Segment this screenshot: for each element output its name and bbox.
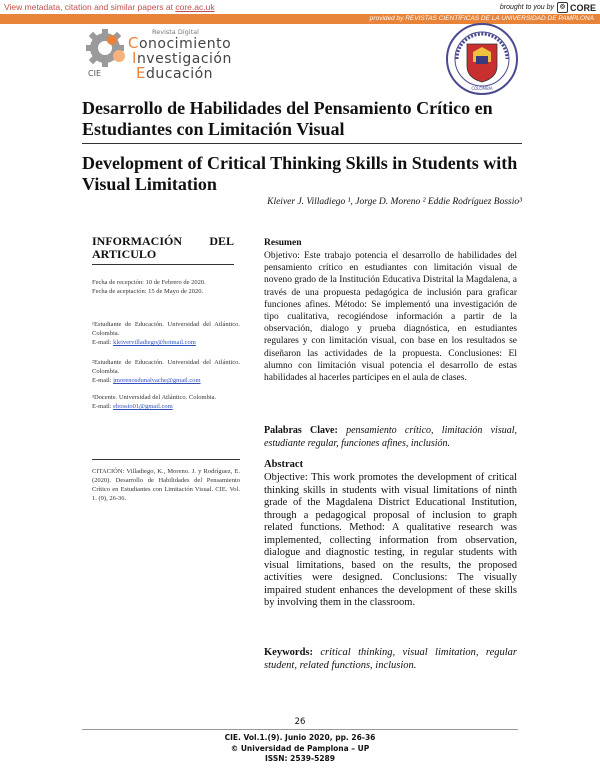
email-label: E-mail: [92,403,114,410]
citation-text: CITACIÓN: Villadiego, K., Moreno. J. y Rodríguez, E. (2020). Desarrollo de Habilidades del Pensamiento Crítico en Estudiantes con Limitación Visual. CIE. Vol. 1. (9), 26-36. [92,468,240,502]
article-info-heading [92,235,234,261]
email-label: E-mail: [92,377,114,384]
keywords-values: critical thinking, visual limitation, regular student, related functions, inclusion. [264,647,517,671]
keywords-label: Keywords: [264,647,313,658]
affiliation-2 [92,358,240,385]
journal-title-logo [128,28,232,81]
journal-line-3 [136,66,232,81]
author-email-link[interactable]: jmorenosdunalvache@gmail.com [113,377,201,384]
info-divider [92,264,234,265]
journal-revista-label: Revista Digital [152,28,199,36]
author-email-link[interactable]: kleivervilladiego@hotmail.com [113,339,196,346]
info-head-c: ARTICULO [92,247,157,261]
journal-line-1 [128,36,232,51]
logo-cap-e: E [136,64,146,82]
resumen-body: Objetivo: Este trabajo potencia el desarrollo de habilidades del pensamiento crítico en estudiantes con limitación visual de noveno grado de la Institución Educativa Distrital la Magdalena, a través de una propuesta pedagógica de inclusión para graficar funciones afines. Método: Se implementó una investigación de tipo cualitativa, recogiéndose información a partir de la observación, dialogo y prueba diagnóstica, en estudiantes regulares y con limitación visual, con base en los resultados se diseñaron las actividades de la propuesta. Conclusiones: El alumno con limitación visual potencia el desarrollo de estas habilidades al hacerles partícipes en el aula de clases. [264,251,517,384]
abstract-heading: Abstract [264,459,304,470]
journal-gear-logo-icon [82,26,128,78]
citation-divider [92,459,240,460]
core-metadata-link[interactable] [4,2,215,12]
accepted-date: Fecha de aceptación: 15 de Mayo de 2020. [92,288,204,295]
palabras-clave-label: Palabras Clave: [264,425,338,436]
info-head-b: DEL [209,234,234,248]
keywords [264,647,517,672]
received-date: Fecha de recepción: 10 de Febrero de 2020. [92,279,206,286]
logo-word-2: nvestigación [136,51,232,67]
core-brand[interactable] [500,2,596,13]
palabras-clave-values: pensamiento crítico, limitación visual, estudiante regular, funciones afines, inclusión. [264,425,518,449]
resumen-heading: Resumen [264,238,302,248]
affiliation-3 [92,393,240,411]
core-site-link[interactable]: core.ac.uk [175,2,215,12]
abstract-body: Objective: This work promotes the development of critical thinking skills in students with visual limitations of ninth grade of the Magdalena District Educational Institution, through a pedagogical proposal of inclusion to graph related functions. Method: A qualitative research was implemented, collecting information from observation, dialogue and diagnostic testing, in regular students with visual limitations, based on the results, the proposed activities were designed. Conclusions: The visually impaired student enhances the development of these skills by involving them in the classroom. [264,472,517,608]
footer-issn: ISSN: 2539-5289 [264,754,335,763]
footer-divider [82,729,518,730]
article-title-es: Desarrollo de Habilidades del Pensamiento Crítico en Estudiantes con Limitación Visual [82,98,493,139]
article-title-en: Development of Critical Thinking Skills in Students with Visual Limitation [82,153,518,194]
journal-line-2 [132,51,232,66]
logo-cap-c: C [128,34,139,52]
logo-word-1: onocimiento [138,36,232,52]
brought-by-text: brought to you by [499,4,554,11]
title-divider [82,143,522,144]
core-banner [0,0,600,15]
core-brand-label: CORE [569,2,596,13]
svg-text:COLOMBIA: COLOMBIA [471,86,493,91]
logo-cap-i: I [132,49,137,67]
affiliation-1 [92,320,240,347]
university-seal-icon [445,22,519,96]
cie-badge-text: CIE [88,69,101,78]
author-email-link[interactable]: ebossio01@gmail.com [113,403,173,410]
provided-by-text: provided by REVISTAS CIENTÍFICAS DE LA UNIVERSIDAD DE PAMPLONA [369,15,594,22]
footer-copyright: © Universidad de Pamplona – UP [230,743,370,753]
palabras-clave [264,424,517,450]
core-link-text: View metadata, citation and similar papers at [4,2,176,12]
core-icon: ◎ [557,2,568,13]
affiliation-text: ³Docente. Universidad del Atlántico. Colombia. [92,394,217,401]
article-dates [92,278,234,296]
logo-word-3: ducación [145,66,214,82]
affiliation-text: ¹Estudiante de Educación. Universidad del Atlántico. Colombia. [92,321,240,337]
page-number: 26 [294,717,306,727]
affiliation-text: ²Estudiante de Educación. Universidad del Atlántico. Colombia. [92,359,240,375]
info-head-a: INFORMACIÓN [92,234,182,248]
email-label: E-mail: [92,339,114,346]
authors-line: Kleiver J. Villadiego ¹, Jorge D. Moreno ² Eddie Rodríguez Bossio³ [267,197,522,207]
core-logo[interactable] [557,2,596,13]
footer-volume: CIE. Vol.1.(9). Junio 2020, pp. 26-36 [224,733,376,742]
journal-footer [0,733,600,765]
